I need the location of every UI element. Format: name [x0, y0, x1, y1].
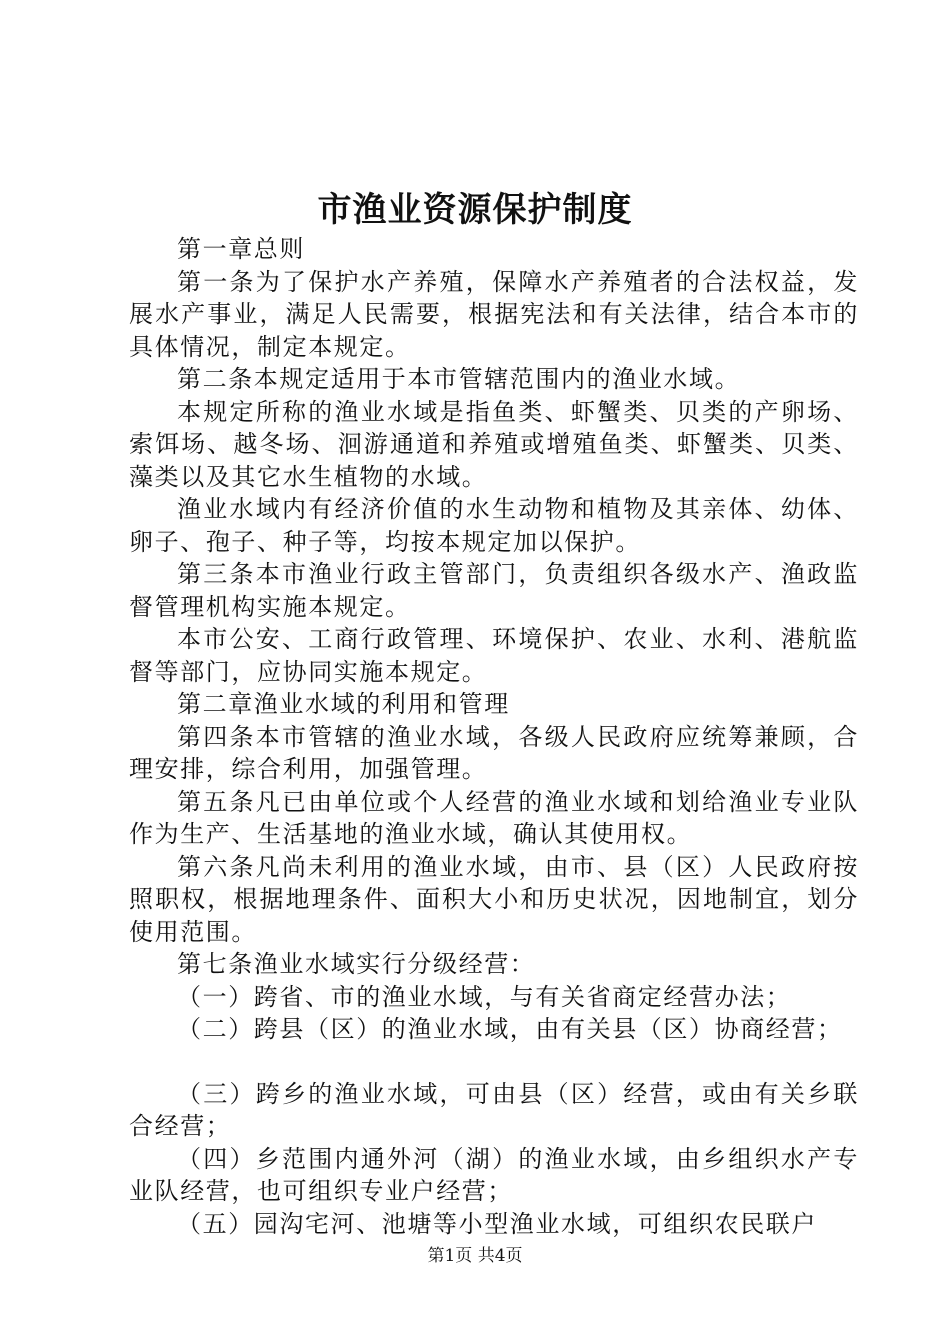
- paragraph: （五）园沟宅河、池塘等小型渔业水域，可组织农民联户: [177, 1209, 817, 1238]
- document-title: 市渔业资源保护制度: [317, 190, 633, 230]
- paragraph: 第一条为了保护水产养殖，保障水产养殖者的合法权益，发展水产事业，满足人民需要，根据宪法和有关法律，结合本市的具体情况，制定本规定。: [129, 267, 859, 361]
- paragraph: 第七条渔业水域实行分级经营：: [177, 950, 536, 978]
- paragraph: 本市公安、工商行政管理、环境保护、农业、水利、港航监督等部门，应协同实施本规定。: [129, 625, 859, 686]
- paragraph: 渔业水域内有经济价值的水生动物和植物及其亲体、幼体、卵子、孢子、种子等，均按本规定加以保护。: [129, 495, 859, 556]
- paragraph: （四）乡范围内通外河（湖）的渔业水域，由乡组织水产专业队经营，也可组织专业户经营；: [129, 1144, 859, 1205]
- paragraph: 第四条本市管辖的渔业水域，各级人民政府应统筹兼顾，合理安排，综合利用，加强管理。: [129, 722, 859, 783]
- paragraph: 本规定所称的渔业水域是指鱼类、虾蟹类、贝类的产卵场、索饵场、越冬场、洄游通道和养殖或增殖鱼类、虾蟹类、贝类、藻类以及其它水生植物的水域。: [129, 397, 859, 491]
- paragraph: 第二章渔业水域的利用和管理: [177, 690, 510, 718]
- paragraph: 第三条本市渔业行政主管部门，负责组织各级水产、渔政监督管理机构实施本规定。: [129, 560, 859, 621]
- paragraph: （二）跨县（区）的渔业水域，由有关县（区）协商经营；: [177, 1015, 843, 1043]
- paragraph: 第六条凡尚未利用的渔业水域，由市、县（区）人民政府按照职权，根据地理条件、面积大小和历史状况，因地制宜，划分使用范围。: [129, 852, 859, 946]
- page-number-footer: 第1页 共4页: [427, 1246, 523, 1266]
- paragraph: （三）跨乡的渔业水域，可由县（区）经营，或由有关乡联合经营；: [129, 1079, 859, 1140]
- paragraph: 第二条本规定适用于本市管辖范围内的渔业水域。: [177, 365, 741, 393]
- document-body: [129, 233, 859, 1240]
- paragraph: 第一章总则: [177, 235, 305, 263]
- paragraph: （一）跨省、市的渔业水域，与有关省商定经营办法；: [177, 982, 792, 1011]
- paragraph: 第五条凡已由单位或个人经营的渔业水域和划给渔业专业队作为生产、生活基地的渔业水域，确认其使用权。: [129, 787, 859, 848]
